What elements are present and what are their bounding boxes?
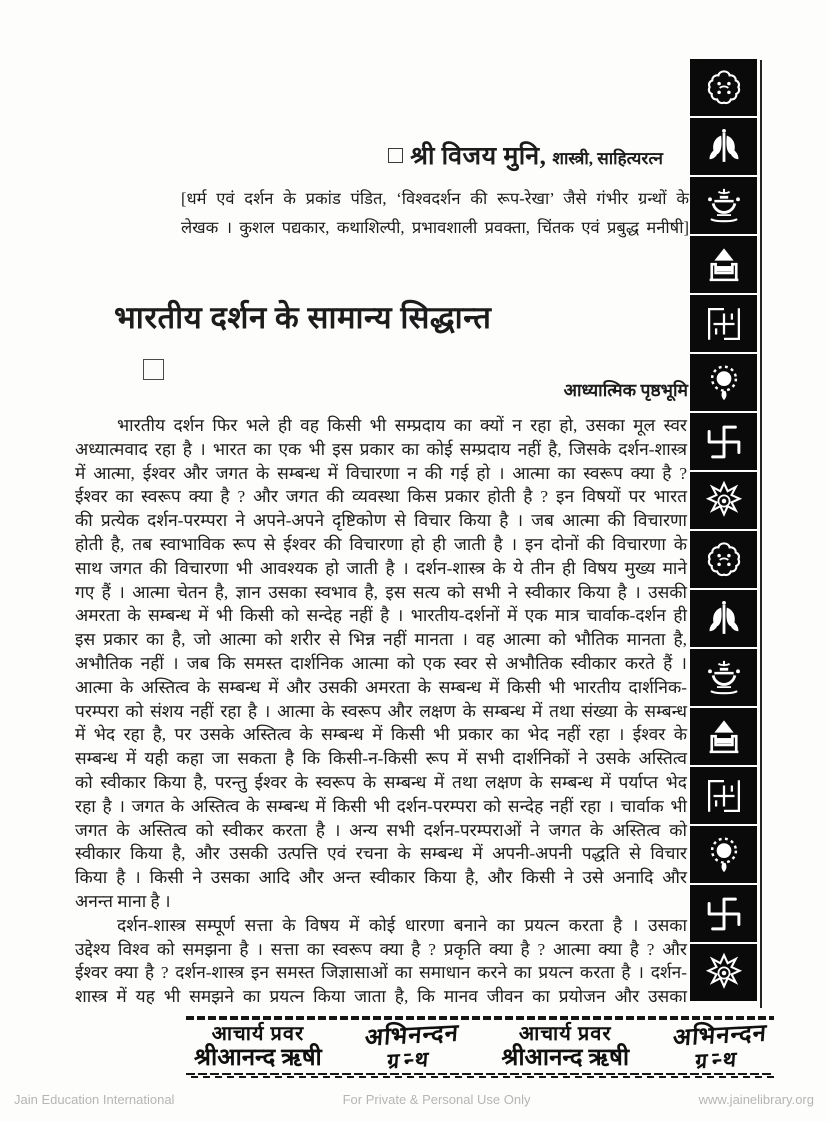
stamp-line: अभिनन्दन	[364, 1019, 461, 1051]
body-line: शास्त्र में यह भी समझने का प्रयत्न किया जाता है, कि मानव जीवन का प्रयोजन और उसका	[75, 987, 687, 1007]
body-line: गए हैं । आत्मा चेतन है, ज्ञान उसका स्वभाव है, इस सत्य को सभी ने स्वीकार किया है । उसकी	[75, 582, 687, 602]
author-name: श्री विजय मुनि,	[410, 143, 547, 170]
star-rosette-icon	[691, 945, 756, 1000]
heading-square-icon	[143, 359, 164, 380]
stamp-line: श्रीआनन्द ऋषी	[501, 1045, 630, 1071]
body-line: अभौतिक नहीं । जब कि समस्त दार्शनिक आत्मा को एक स्वर से अभौतिक स्वीकार करते हैं ।	[75, 653, 687, 673]
kalasha-icon	[691, 650, 756, 705]
swastika-icon	[691, 414, 756, 469]
stamp-line: ग्रन्थ	[386, 1046, 435, 1073]
body-line: दर्शन-शास्त्र सम्पूर्ण सत्ता के विषय में कोई धारणा बनाने का प्रयत्न करता है । उसका	[117, 915, 687, 935]
body-line: रहा है । जगत के अस्तित्व के सम्बन्ध में किसी भी दर्शन-परम्परा को सन्देह नहीं रहा । चार्वाक भी	[75, 796, 687, 816]
body-line: अनन्त माना है ।	[75, 891, 171, 911]
mirror-icon	[691, 355, 756, 410]
body-line: होती है, तब स्वाभाविक रूप से ईश्वर की विचारणा हो ही जाती है । इन दोनों की विचारणा के	[75, 534, 687, 554]
body-line: में आत्मा, ईश्वर और जगत के सम्बन्ध में विचारणा न की गई हो । आत्मा का स्वरूप क्या है ?	[75, 463, 687, 483]
meander-swastika-icon	[691, 296, 756, 351]
body-line: जगत के अस्तित्व को स्वीकर करता है । अन्य सभी दर्शन-परम्पराओं ने जगत के अस्तित्व को	[75, 820, 687, 840]
body-line: स्वीकार किया है, और उसकी उत्पत्ति एवं रचना के सम्बन्ध में अपनी-अपनी पद्धति से विचार	[75, 844, 687, 864]
square-marker-icon	[388, 148, 403, 163]
footer-ornament-band	[186, 1016, 774, 1078]
border-rule	[760, 60, 762, 1008]
kalasha-icon	[691, 178, 756, 233]
stamp-line: अभिनन्दन	[671, 1019, 768, 1051]
shrivatsa-icon	[691, 532, 756, 587]
shrivatsa-icon	[691, 60, 756, 115]
meander-swastika-icon	[691, 768, 756, 823]
author-credentials: शास्त्री, साहित्यरत्न	[552, 149, 663, 168]
ornament-stamp	[194, 1024, 322, 1070]
body-line: उद्देश्य विश्व को समझना है । सत्ता का स्वरूप क्या है ? प्रकृति क्या है ? आत्मा क्या है ? और	[75, 939, 687, 959]
stamp-line: आचार्य प्रवर	[211, 1023, 305, 1045]
footer-center: For Private & Personal Use Only	[342, 1092, 531, 1107]
ornament-stamp	[363, 1021, 460, 1073]
mirror-icon	[691, 827, 756, 882]
body-line: सम्बन्ध में यही कहा जा सकता है कि किसी-न-किसी रूप में सभी दार्शनिकों ने उसके अस्तित्व	[75, 749, 687, 769]
body-line: ईश्वर का स्वरूप क्या है ? और जगत की व्यवस्था किस प्रकार होती है ? इन विषयों पर भारत	[75, 487, 687, 507]
star-rosette-icon	[691, 473, 756, 528]
body-line: इस प्रकार का है, जो आत्मा को शरीर से भिन्न नहीं मानता । वह आत्मा को भौतिक मानता है,	[75, 630, 687, 650]
ornament-border	[691, 60, 756, 1004]
body-line: किया है । किसी ने उसका आदि और अन्त स्वीकार किया है, और किसी ने उसे अनादि और	[75, 868, 687, 888]
body-line: की प्रत्येक दर्शन-परम्परा ने अपने-अपने दृष्टिकोण से विचार किया है । जब आत्मा की विचारणा	[75, 511, 687, 531]
band-edge	[186, 1073, 774, 1078]
body-line: अध्यात्मवाद रहा है । भारत का एक भी इस प्रकार का कोई सम्प्रदाय नहीं है, जिसके दर्शन-शास्त्र	[75, 439, 687, 459]
body-line: साथ जगत की विचारणा भी आवश्यक हो जाती है । दर्शन-शास्त्र के ये तीन ही विषय मुख्य माने	[75, 558, 687, 578]
body-line: अमरता के सम्बन्ध में भी किसी को सन्देह नहीं है । भारतीय-दर्शनों में एक मात्र चार्वाक-दर्शन ही	[75, 606, 687, 626]
throne-icon	[691, 709, 756, 764]
page-title: भारतीय दर्शन के सामान्य सिद्धान्त	[114, 300, 492, 335]
body-line: में भेद रहा है, पर उसके अस्तित्व के सम्बन्ध में किसी भी प्रकार का भेद नहीं रहा । ईश्वर के	[75, 725, 687, 745]
body-text	[75, 414, 687, 1009]
swastika-icon	[691, 886, 756, 941]
body-line: परम्परा को संशय नहीं रहा है । आत्मा के स्वरूप और लक्षण के सम्बन्ध में तथा संख्या के सम्बन्ध	[75, 701, 687, 721]
footer-left: Jain Education International	[14, 1092, 175, 1107]
page-footer	[0, 1092, 828, 1107]
stamp-line: आचार्य प्रवर	[518, 1023, 612, 1045]
fish-pair-icon	[691, 591, 756, 646]
footer-right[interactable]: www.jainelibrary.org	[698, 1092, 814, 1107]
author-note-line: लेखक । कुशल पद्यकार, कथाशिल्पी, प्रभावशाली प्रवक्ता, चिंतक एवं प्रबुद्ध मनीषी]	[181, 218, 689, 237]
body-line: आत्मा के अस्तित्व के सम्बन्ध में और उसकी अमरता के सम्बन्ध में किसी भी भारतीय दार्शनिक-	[75, 677, 687, 697]
stamp-line: श्रीआनन्द ऋषी	[194, 1045, 322, 1071]
section-heading: आध्यात्मिक पृष्ठभूमि	[563, 380, 688, 400]
author-note	[181, 184, 689, 242]
throne-icon	[691, 237, 756, 292]
fish-pair-icon	[691, 119, 756, 174]
ornament-stamp	[670, 1021, 767, 1073]
body-line: को स्वीकार किया है, परन्तु ईश्वर के स्वरूप के सम्बन्ध में तथा लक्षण के सम्बन्ध में पर्याप्त भेद	[75, 772, 687, 792]
band-edge	[186, 1016, 774, 1020]
stamp-line: ग्रन्थ	[694, 1046, 742, 1073]
body-line: भारतीय दर्शन फिर भले ही वह किसी भी सम्प्रदाय का क्यों न रहा हो, उसका मूल स्वर	[117, 416, 687, 435]
byline	[388, 138, 663, 172]
body-line: ईश्वर क्या है ? दर्शन-शास्त्र इन समस्त जिज्ञासाओं का समाधान करने का प्रयत्न करता है । दर्शन-	[75, 963, 687, 983]
author-note-line: [धर्म एवं दर्शन के प्रकांड पंडित, ‘विश्वदर्शन की रूप-रेखा’ जैसे गंभीर ग्रन्थों के	[181, 189, 689, 208]
ornament-stamp	[501, 1024, 629, 1070]
